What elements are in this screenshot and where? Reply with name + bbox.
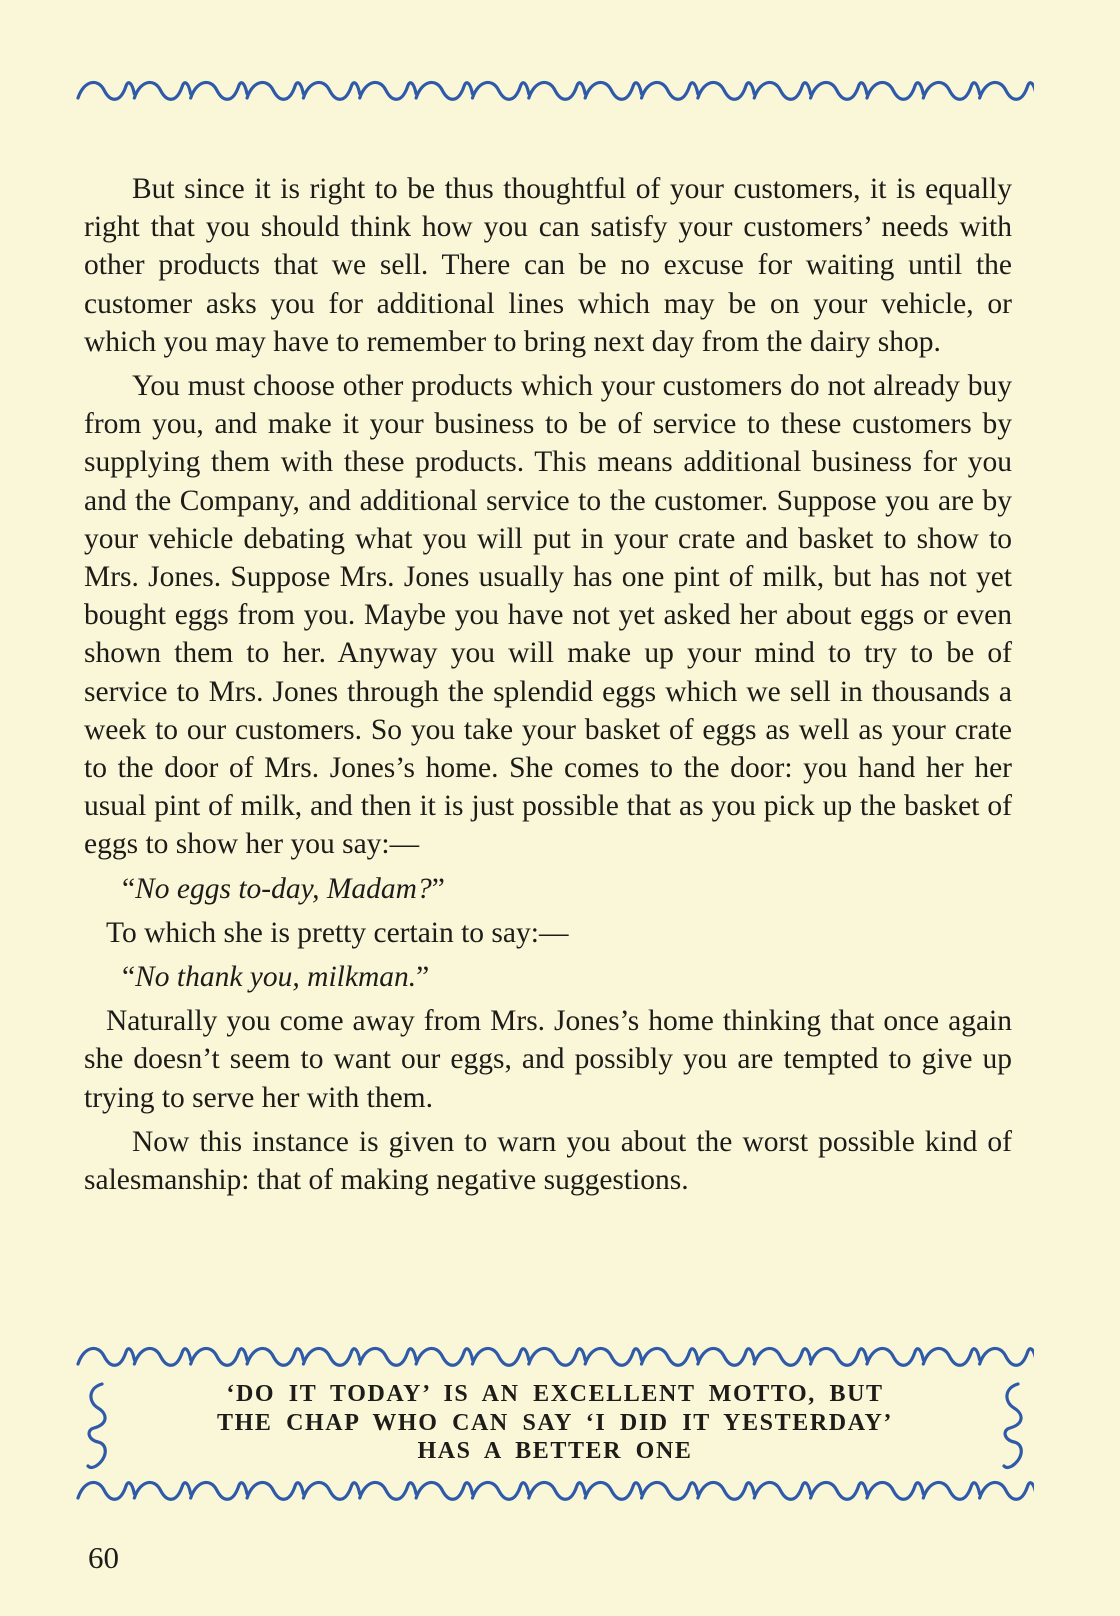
wave-segment bbox=[360, 82, 416, 99]
wave-ornament-icon bbox=[76, 74, 1034, 108]
wave-segment bbox=[416, 82, 472, 99]
wave-segment bbox=[923, 1482, 979, 1499]
wave-segment bbox=[642, 1482, 698, 1499]
wave-segment bbox=[78, 1482, 134, 1499]
left-side-ornament-icon bbox=[82, 1380, 112, 1472]
wave-segment bbox=[754, 82, 810, 99]
wave-segment bbox=[134, 1482, 190, 1499]
motto-box-top-border bbox=[76, 1340, 1034, 1374]
side-scroll-segment bbox=[1004, 1384, 1021, 1468]
motto-line-1: ‘DO IT TODAY’ IS AN EXCELLENT MOTTO, BUT bbox=[226, 1381, 884, 1407]
wave-segment bbox=[360, 1348, 416, 1365]
motto-line-2: THE CHAP WHO CAN SAY ‘I DID IT YESTERDAY’ bbox=[217, 1409, 893, 1436]
wave-segment bbox=[585, 1348, 641, 1365]
wave-segment bbox=[416, 1348, 472, 1365]
wave-segment bbox=[360, 1482, 416, 1499]
wave-segment bbox=[585, 82, 641, 99]
wave-segment bbox=[811, 82, 867, 99]
wave-segment bbox=[191, 1482, 247, 1499]
right-side-ornament-icon bbox=[998, 1380, 1028, 1472]
wave-segment bbox=[867, 1482, 923, 1499]
wave-segment bbox=[247, 1348, 303, 1365]
wave-segment bbox=[754, 1348, 810, 1365]
wave-segment bbox=[642, 82, 698, 99]
wave-segment bbox=[247, 82, 303, 99]
dialogue-1-text: No eggs to-day, Madam? bbox=[135, 872, 432, 905]
wave-segment bbox=[698, 82, 754, 99]
wave-segment bbox=[529, 1482, 585, 1499]
wave-segment bbox=[923, 1348, 979, 1365]
wave-segment bbox=[472, 1482, 528, 1499]
wave-segment bbox=[191, 82, 247, 99]
wave-segment bbox=[923, 82, 979, 99]
wave-segment bbox=[698, 1348, 754, 1365]
wave-segment bbox=[134, 1348, 190, 1365]
wave-segment bbox=[754, 1482, 810, 1499]
wave-ornament-icon bbox=[76, 1340, 1034, 1374]
motto-line-3: HAS A BETTER ONE bbox=[417, 1438, 693, 1464]
motto-box bbox=[76, 1380, 1034, 1472]
paragraph-2: You must choose other products which your customers do not already buy from you, and make it your business to be of service to these customers by supplying them with these products. This means additional business for you and the Company, and additional service to the customer. Suppose you are by your vehicle debating what you will put in your crate and basket to show to Mrs. Jones. Suppose Mrs. Jones usually has one pint of milk, but has not yet bought eggs from you. Maybe you have not yet asked her about eggs or even shown them to her. Anyway you will make up your mind to try to be of service to Mrs. Jones through the splendid eggs which we sell in thousands a week to our customers. So you take your basket of eggs as well as your crate to the door of Mrs. Jones’s home. She comes to the door: you hand her her usual pint of milk, and then it is just possible that as you pick up the basket of eggs to show her you say:— bbox=[84, 370, 1012, 861]
wave-segment bbox=[78, 82, 134, 99]
wave-segment bbox=[642, 1348, 698, 1365]
wave-segment bbox=[472, 82, 528, 99]
wave-segment bbox=[811, 1348, 867, 1365]
motto-box-bottom-border bbox=[76, 1474, 1034, 1508]
wave-segment bbox=[472, 1348, 528, 1365]
wave-segment bbox=[811, 1482, 867, 1499]
dialogue-2-text: No thank you, milkman. bbox=[135, 961, 417, 994]
dialogue-1: “No eggs to-day, Madam?” bbox=[122, 872, 445, 905]
wave-segment bbox=[247, 1482, 303, 1499]
wave-segment bbox=[78, 1348, 134, 1365]
wave-segment bbox=[867, 1348, 923, 1365]
wave-ornament-icon bbox=[76, 1474, 1034, 1508]
paragraph-4: Now this instance is given to warn you about the worst possible kind of salesmanship: that of making negative suggestions. bbox=[84, 1125, 1012, 1197]
wave-segment bbox=[134, 82, 190, 99]
line-1: To which she is pretty certain to say:— bbox=[106, 916, 569, 949]
top-ornamental-border bbox=[76, 74, 1034, 108]
wave-segment bbox=[191, 1348, 247, 1365]
wave-segment bbox=[980, 1348, 1034, 1365]
wave-segment bbox=[529, 1348, 585, 1365]
paragraph-1: But since it is right to be thus thoughtful of your customers, it is equally right that you should think how you can satisfy your customers’ needs with other products that we sell. There can be no excuse for waiting until the customer asks you for additional lines which may be on your vehicle, or which you may have to remember to bring next day from the dairy shop. bbox=[84, 173, 1012, 358]
body-text bbox=[84, 170, 1012, 1205]
wave-segment bbox=[980, 1482, 1034, 1499]
wave-segment bbox=[585, 1482, 641, 1499]
wave-segment bbox=[303, 1482, 359, 1499]
side-scroll-segment bbox=[88, 1384, 105, 1468]
wave-segment bbox=[867, 82, 923, 99]
wave-segment bbox=[529, 82, 585, 99]
wave-segment bbox=[698, 1482, 754, 1499]
page-number: 60 bbox=[88, 1540, 119, 1575]
motto-text bbox=[156, 1380, 954, 1466]
dialogue-2: “No thank you, milkman.” bbox=[122, 961, 430, 994]
wave-segment bbox=[416, 1482, 472, 1499]
wave-segment bbox=[303, 82, 359, 99]
wave-segment bbox=[303, 1348, 359, 1365]
wave-segment bbox=[980, 82, 1034, 99]
paragraph-3: Naturally you come away from Mrs. Jones’s home thinking that once again she doesn’t seem to want our eggs, and possibly you are tempted to give up trying to serve her with them. bbox=[84, 1005, 1012, 1114]
